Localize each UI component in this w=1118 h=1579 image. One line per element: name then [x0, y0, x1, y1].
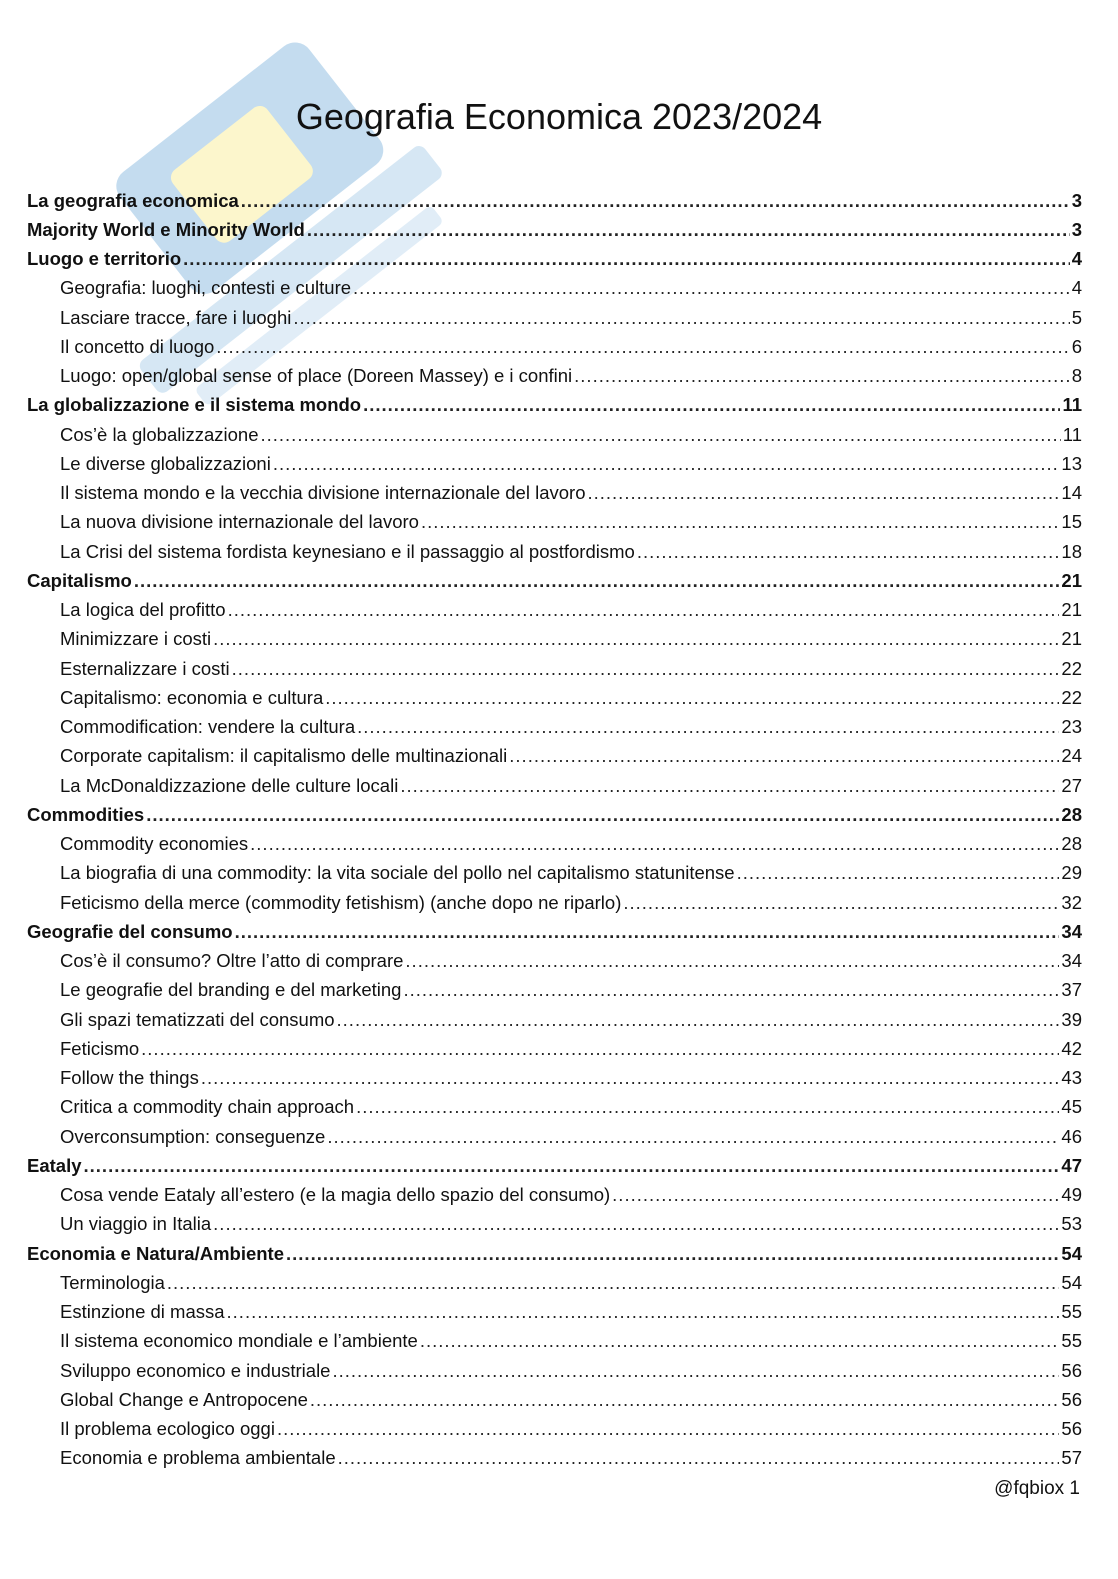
toc-chapter-link[interactable]	[27, 391, 1082, 420]
toc-entry-label: Terminologia	[60, 1271, 165, 1293]
toc-entry-label: Lasciare tracce, fare i luoghi	[60, 306, 292, 328]
toc-dot-leader	[235, 921, 1060, 943]
toc-dot-leader	[146, 804, 1059, 826]
toc-section-link[interactable]	[27, 1327, 1082, 1356]
toc-chapter-link[interactable]	[27, 186, 1082, 215]
toc-entry-label: Corporate capitalism: il capitalismo delle multinazionali	[60, 745, 508, 767]
toc-chapter-link[interactable]	[27, 245, 1082, 274]
toc-dot-leader	[420, 1330, 1060, 1352]
toc-section-link[interactable]	[27, 947, 1082, 976]
toc-entry-label: La geografia economica	[27, 189, 239, 211]
toc-entry-label: Overconsumption: conseguenze	[60, 1125, 326, 1147]
toc-dot-leader	[273, 453, 1060, 475]
toc-page-number: 24	[1061, 745, 1082, 767]
toc-page-number: 56	[1061, 1388, 1082, 1410]
toc-entry-label: Il problema ecologico oggi	[60, 1418, 275, 1440]
toc-page-number: 55	[1061, 1301, 1082, 1323]
toc-entry-label: La McDonaldizzazione delle culture locali	[60, 774, 399, 796]
toc-page-number: 3	[1071, 189, 1082, 211]
toc-dot-leader	[325, 687, 1059, 709]
toc-page-number: 3	[1071, 218, 1082, 240]
toc-section-link[interactable]	[27, 1034, 1082, 1063]
toc-page-number: 56	[1061, 1359, 1082, 1381]
toc-entry-label: Commodification: vendere la cultura	[60, 716, 356, 738]
toc-page-number: 13	[1061, 452, 1082, 474]
toc-section-link[interactable]	[27, 596, 1082, 625]
toc-dot-leader	[232, 658, 1060, 680]
toc-dot-leader	[183, 248, 1070, 270]
toc-chapter-link[interactable]	[27, 1151, 1082, 1180]
toc-dot-leader	[227, 1301, 1060, 1323]
toc-section-link[interactable]	[27, 537, 1082, 566]
toc-entry-label: Le geografie del branding e del marketing	[60, 979, 402, 1001]
toc-dot-leader	[167, 1272, 1060, 1294]
toc-section-link[interactable]	[27, 713, 1082, 742]
toc-entry-label: Luogo: open/global sense of place (Doreen Massey) e i confini	[60, 365, 573, 387]
toc-dot-leader	[260, 424, 1060, 446]
toc-section-link[interactable]	[27, 1385, 1082, 1414]
toc-section-link[interactable]	[27, 1298, 1082, 1327]
toc-dot-leader	[337, 1009, 1060, 1031]
toc-dot-leader	[201, 1067, 1060, 1089]
toc-section-link[interactable]	[27, 332, 1082, 361]
toc-dot-leader	[250, 833, 1059, 855]
toc-dot-leader	[84, 1155, 1060, 1177]
toc-section-link[interactable]	[27, 1064, 1082, 1093]
toc-section-link[interactable]	[27, 420, 1082, 449]
toc-page-number: 4	[1071, 248, 1082, 270]
toc-entry-label: La Crisi del sistema fordista keynesiano e il passaggio al postfordismo	[60, 540, 635, 562]
toc-section-link[interactable]	[27, 362, 1082, 391]
toc-chapter-link[interactable]	[27, 215, 1082, 244]
toc-entry-label: La nuova divisione internazionale del lavoro	[60, 511, 419, 533]
toc-dot-leader	[213, 628, 1059, 650]
toc-dot-leader	[509, 745, 1059, 767]
toc-entry-label: Luogo e territorio	[27, 248, 182, 270]
toc-entry-label: Capitalismo: economia e cultura	[60, 686, 324, 708]
toc-dot-leader	[216, 336, 1069, 358]
toc-page-number: 6	[1071, 335, 1082, 357]
toc-page-number: 54	[1061, 1271, 1082, 1293]
toc-section-link[interactable]	[27, 479, 1082, 508]
toc-section-link[interactable]	[27, 1415, 1082, 1444]
toc-page-number: 11	[1062, 423, 1082, 445]
toc-page-number: 54	[1061, 1242, 1082, 1264]
toc-entry-label: Il sistema economico mondiale e l’ambiente	[60, 1330, 418, 1352]
toc-dot-leader	[357, 716, 1059, 738]
toc-section-link[interactable]	[27, 1356, 1082, 1385]
toc-page-number: 27	[1061, 774, 1082, 796]
toc-page-number: 5	[1071, 306, 1082, 328]
toc-dot-leader	[310, 1389, 1060, 1411]
toc-entry-label: Capitalismo	[27, 569, 132, 591]
toc-page-number: 21	[1061, 599, 1082, 621]
toc-page-number: 28	[1061, 833, 1082, 855]
toc-entry-label: Il concetto di luogo	[60, 335, 215, 357]
toc-dot-leader	[277, 1418, 1059, 1440]
toc-section-link[interactable]	[27, 274, 1082, 303]
toc-entry-label: Il sistema mondo e la vecchia divisione internazionale del lavoro	[60, 482, 586, 504]
toc-section-link[interactable]	[27, 625, 1082, 654]
toc-section-link[interactable]	[27, 1005, 1082, 1034]
toc-section-link[interactable]	[27, 859, 1082, 888]
toc-dot-leader	[338, 1447, 1060, 1469]
toc-entry-label: Eataly	[27, 1154, 82, 1176]
toc-dot-leader	[612, 1184, 1059, 1206]
toc-entry-label: La globalizzazione e il sistema mondo	[27, 394, 362, 416]
toc-section-link[interactable]	[27, 508, 1082, 537]
toc-entry-label: Le diverse globalizzazioni	[60, 452, 271, 474]
toc-page-number: 11	[1062, 394, 1082, 416]
toc-page-number: 46	[1061, 1125, 1082, 1147]
toc-dot-leader	[293, 307, 1069, 329]
toc-section-link[interactable]	[27, 1210, 1082, 1239]
toc-page-number: 14	[1061, 482, 1082, 504]
toc-dot-leader	[403, 979, 1059, 1001]
toc-entry-label: Economia e problema ambientale	[60, 1447, 336, 1469]
toc-section-link[interactable]	[27, 449, 1082, 478]
toc-entry-label: Geografie del consumo	[27, 920, 233, 942]
toc-page-number: 22	[1061, 686, 1082, 708]
toc-section-link[interactable]	[27, 1444, 1082, 1473]
toc-entry-label: Follow the things	[60, 1067, 199, 1089]
table-of-contents	[27, 186, 1082, 1473]
toc-page-number: 21	[1061, 628, 1082, 650]
toc-entry-label: Cosa vende Eataly all’estero (e la magia dello spazio del consumo)	[60, 1184, 611, 1206]
toc-page-number: 8	[1071, 365, 1082, 387]
toc-section-link[interactable]	[27, 303, 1082, 332]
toc-section-link[interactable]	[27, 830, 1082, 859]
toc-page-number: 32	[1061, 891, 1082, 913]
toc-dot-leader	[134, 570, 1060, 592]
toc-section-link[interactable]	[27, 976, 1082, 1005]
toc-dot-leader	[400, 775, 1059, 797]
toc-dot-leader	[737, 862, 1060, 884]
toc-entry-label: Esternalizzare i costi	[60, 657, 230, 679]
toc-entry-label: Global Change e Antropocene	[60, 1388, 308, 1410]
toc-page-number: 18	[1061, 540, 1082, 562]
toc-dot-leader	[327, 1126, 1059, 1148]
toc-entry-label: Majority World e Minority World	[27, 218, 305, 240]
toc-entry-label: Gli spazi tematizzati del consumo	[60, 1008, 335, 1030]
toc-page-number: 37	[1061, 979, 1082, 1001]
toc-entry-label: Commodities	[27, 803, 145, 825]
toc-page-number: 29	[1061, 862, 1082, 884]
toc-page-number: 23	[1061, 716, 1082, 738]
toc-page-number: 45	[1061, 1096, 1082, 1118]
toc-section-link[interactable]	[27, 683, 1082, 712]
toc-page-number: 47	[1061, 1154, 1082, 1176]
toc-dot-leader	[307, 219, 1070, 241]
toc-dot-leader	[353, 277, 1070, 299]
toc-page-number: 4	[1071, 277, 1082, 299]
toc-page-number: 39	[1061, 1008, 1082, 1030]
toc-dot-leader	[228, 599, 1060, 621]
toc-dot-leader	[574, 365, 1070, 387]
toc-entry-label: Commodity economies	[60, 833, 249, 855]
toc-entry-label: Geografia: luoghi, contesti e culture	[60, 277, 352, 299]
toc-section-link[interactable]	[27, 1093, 1082, 1122]
toc-entry-label: Sviluppo economico e industriale	[60, 1359, 331, 1381]
toc-entry-label: La logica del profitto	[60, 599, 226, 621]
toc-page-number: 43	[1061, 1067, 1082, 1089]
toc-page-number: 15	[1061, 511, 1082, 533]
toc-dot-leader	[356, 1096, 1059, 1118]
toc-chapter-link[interactable]	[27, 1239, 1082, 1268]
toc-section-link[interactable]	[27, 1268, 1082, 1297]
toc-page-number: 34	[1061, 950, 1082, 972]
toc-dot-leader	[213, 1213, 1059, 1235]
page-title: Geografia Economica 2023/2024	[295, 96, 823, 137]
page-footer: @fqbiox 1	[994, 1478, 1080, 1499]
toc-entry-label: Cos’è la globalizzazione	[60, 423, 259, 445]
toc-chapter-link[interactable]	[27, 800, 1082, 829]
toc-page-number: 53	[1061, 1213, 1082, 1235]
toc-entry-label: Feticismo della merce (commodity fetishism) (anche dopo ne riparlo)	[60, 891, 622, 913]
toc-section-link[interactable]	[27, 771, 1082, 800]
toc-entry-label: Critica a commodity chain approach	[60, 1096, 355, 1118]
toc-page-number: 22	[1061, 657, 1082, 679]
toc-section-link[interactable]	[27, 1181, 1082, 1210]
toc-entry-label: La biografia di una commodity: la vita sociale del pollo nel capitalismo statunitense	[60, 862, 735, 884]
toc-page-number: 55	[1061, 1330, 1082, 1352]
toc-page-number: 34	[1061, 920, 1082, 942]
toc-page-number: 42	[1061, 1037, 1082, 1059]
toc-dot-leader	[405, 950, 1059, 972]
toc-entry-label: Minimizzare i costi	[60, 628, 212, 650]
toc-section-link[interactable]	[27, 888, 1082, 917]
toc-section-link[interactable]	[27, 1122, 1082, 1151]
toc-chapter-link[interactable]	[27, 917, 1082, 946]
toc-section-link[interactable]	[27, 742, 1082, 771]
toc-dot-leader	[332, 1360, 1059, 1382]
toc-dot-leader	[241, 190, 1070, 212]
toc-page-number: 49	[1061, 1184, 1082, 1206]
toc-entry-label: Estinzione di massa	[60, 1301, 225, 1323]
toc-entry-label: Economia e Natura/Ambiente	[27, 1242, 285, 1264]
toc-page-number: 28	[1061, 803, 1082, 825]
toc-section-link[interactable]	[27, 654, 1082, 683]
toc-page-number: 57	[1061, 1447, 1082, 1469]
toc-entry-label: Feticismo	[60, 1037, 140, 1059]
toc-chapter-link[interactable]	[27, 566, 1082, 595]
toc-page-number: 56	[1061, 1418, 1082, 1440]
toc-entry-label: Cos’è il consumo? Oltre l’atto di comprare	[60, 950, 404, 972]
toc-dot-leader	[587, 482, 1059, 504]
toc-dot-leader	[623, 892, 1059, 914]
toc-entry-label: Un viaggio in Italia	[60, 1213, 212, 1235]
toc-dot-leader	[637, 541, 1060, 563]
toc-page-number: 21	[1061, 569, 1082, 591]
toc-dot-leader	[421, 511, 1059, 533]
toc-dot-leader	[141, 1038, 1059, 1060]
toc-dot-leader	[286, 1243, 1059, 1265]
toc-dot-leader	[363, 394, 1060, 416]
